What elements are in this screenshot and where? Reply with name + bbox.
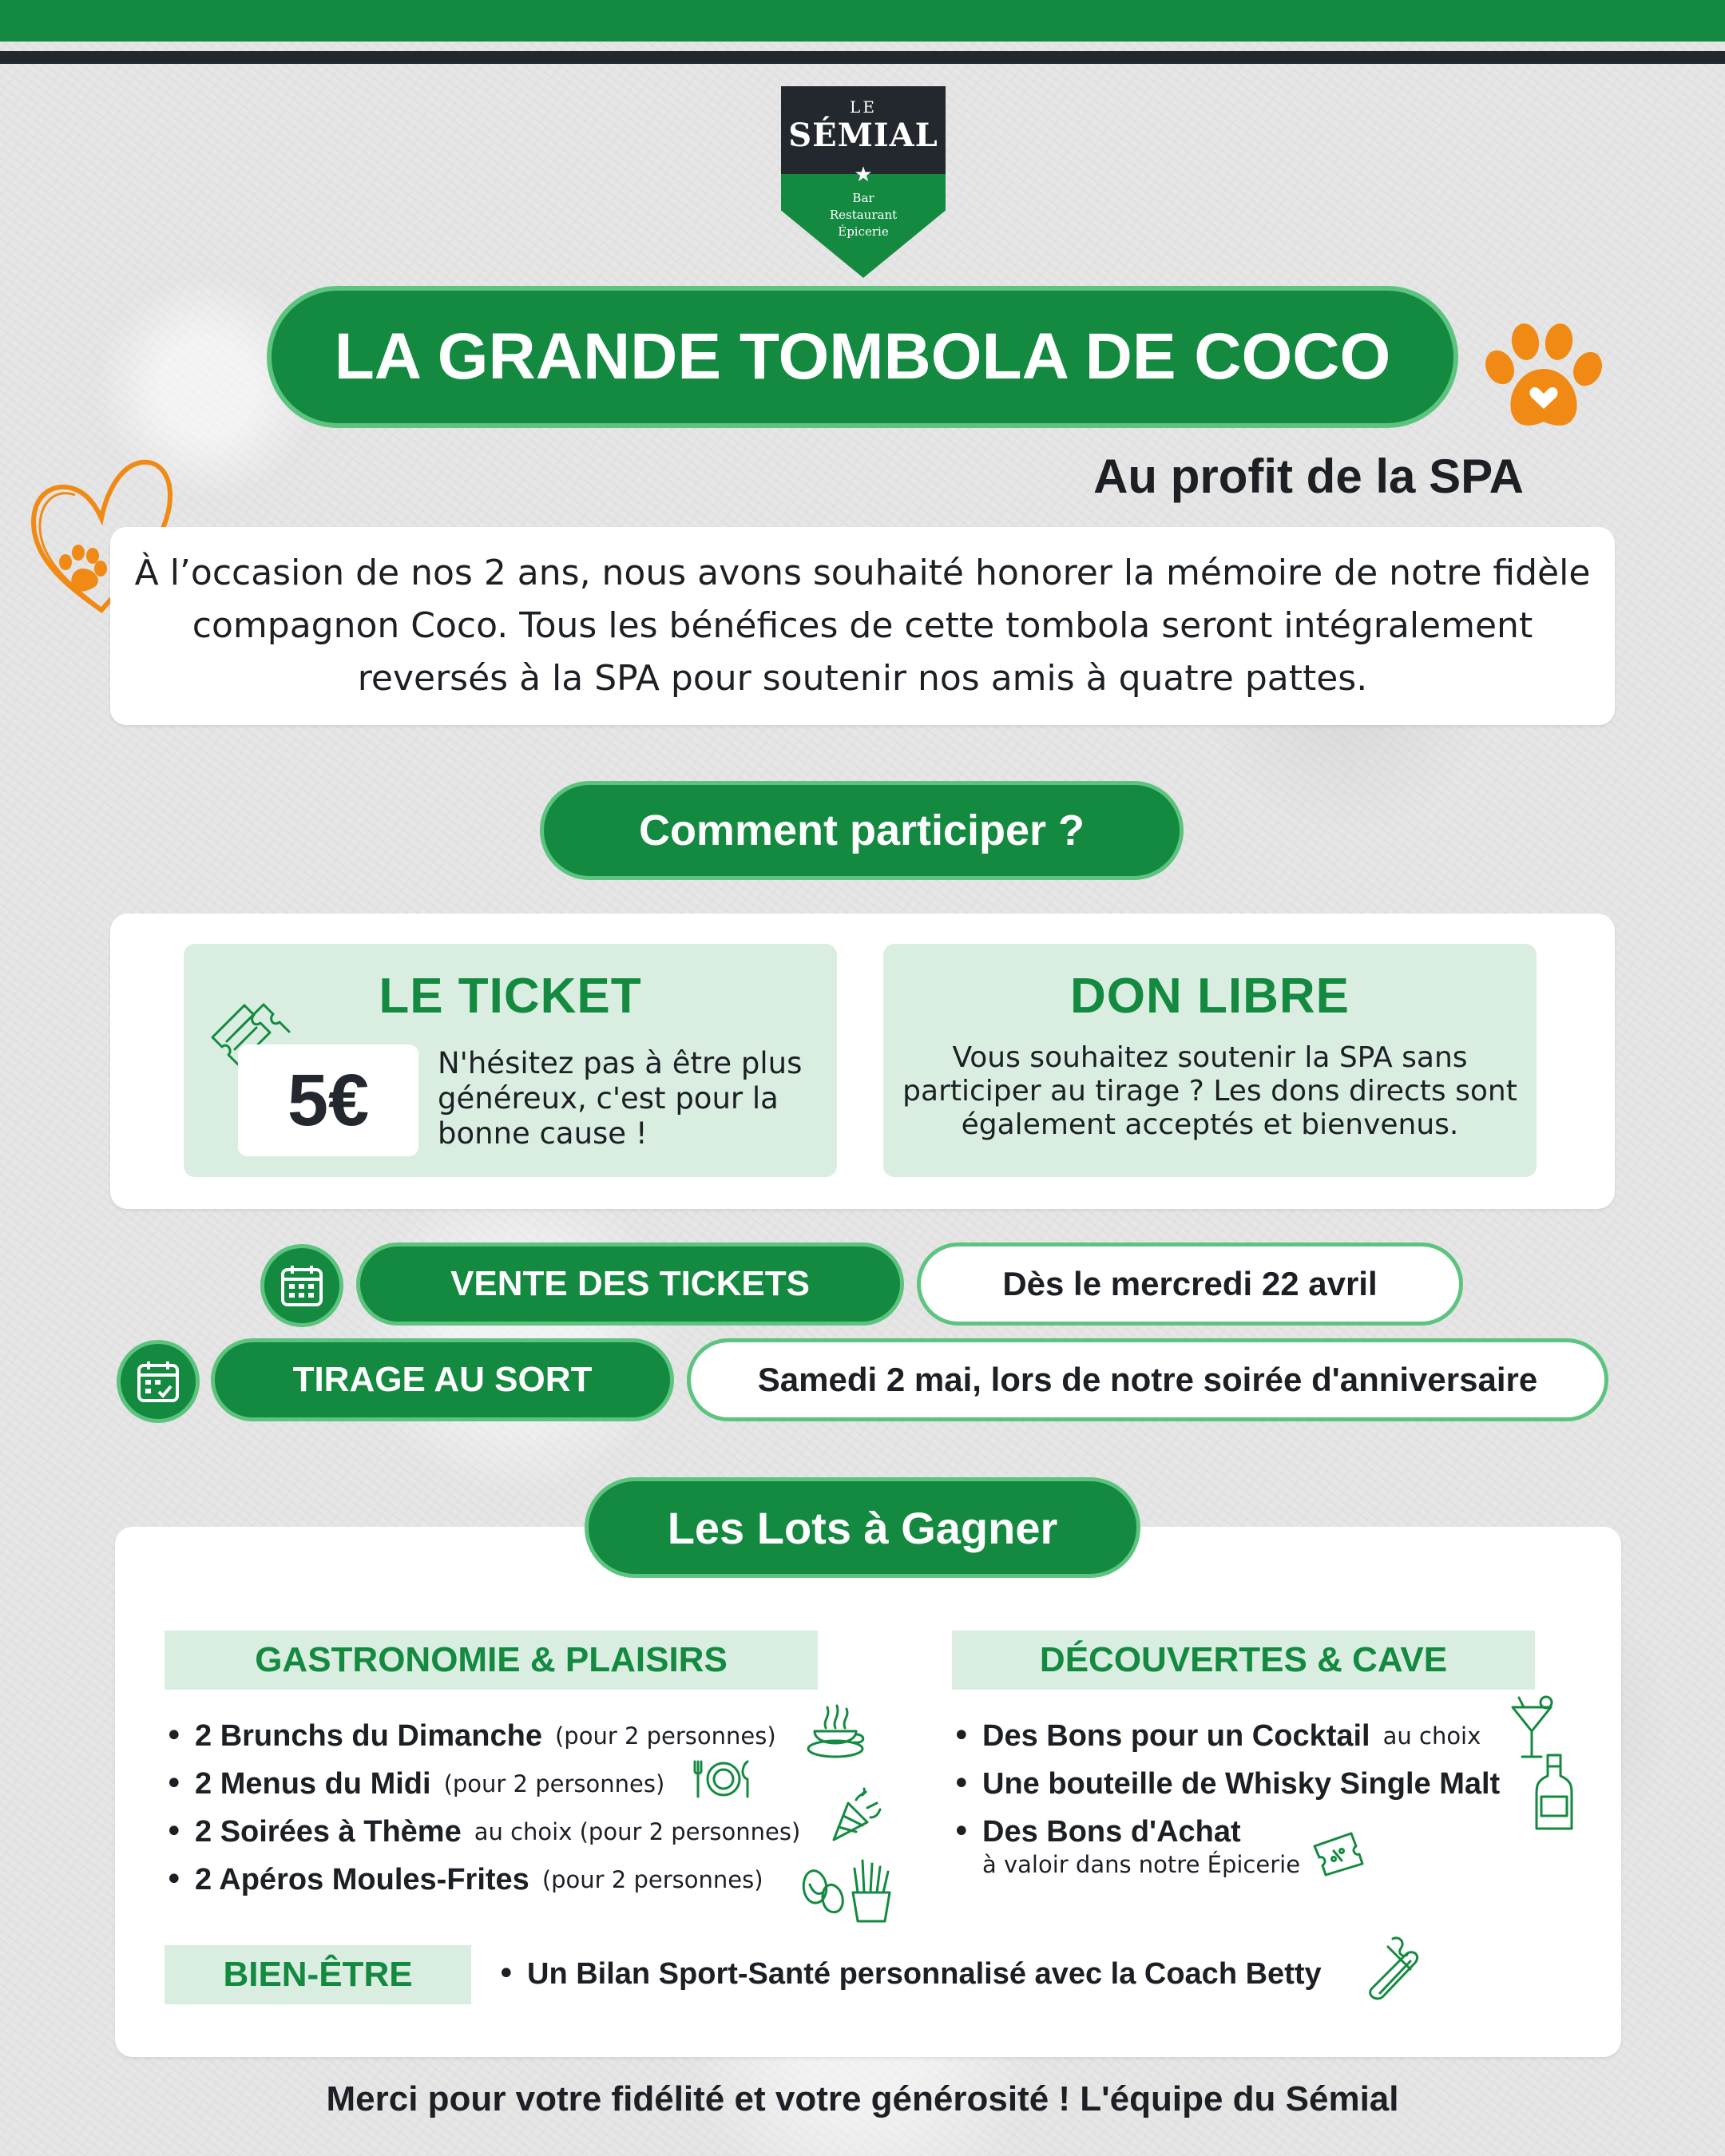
donation-card — [883, 944, 1537, 1177]
coffee-icon — [803, 1699, 870, 1763]
ticket-price: 5€ — [238, 1044, 418, 1156]
list-item — [195, 1808, 800, 1856]
title-banner — [267, 286, 1458, 428]
voucher-icon — [1310, 1829, 1366, 1878]
how-to-participate-heading: Comment participer ? — [540, 781, 1184, 880]
list-item — [982, 1760, 1500, 1808]
wellbeing-list — [527, 1950, 1322, 1998]
whisky-bottle-icon — [1532, 1752, 1576, 1835]
prize-note: (pour 2 personnes) — [541, 1866, 763, 1893]
mussels-fries-icon — [797, 1854, 901, 1926]
prize-name: • 2 Apéros Moules-Frites — [195, 1862, 529, 1896]
plate-cutlery-icon — [692, 1757, 754, 1801]
prize-name: • 2 Menus du Midi — [195, 1766, 431, 1801]
top-dark-stripe — [0, 51, 1725, 64]
intro-text: À l’occasion de nos 2 ans, nous avons souhaité honorer la mémoire de notre fidèle compagnon Coco. Tous les bénéfices de cette tombola seront intégralement reversés à la SPA pour soutenir nos amis à quatre pattes. — [134, 553, 1591, 699]
category-discoveries: DÉCOUVERTES & CAVE — [952, 1631, 1535, 1690]
party-popper-icon — [827, 1785, 883, 1845]
calendar-icon — [260, 1244, 343, 1327]
category-gastronomy: GASTRONOMIE & PLAISIRS — [165, 1631, 818, 1690]
list-item — [527, 1950, 1322, 1998]
draw-label: TIRAGE AU SORT — [211, 1338, 674, 1421]
prize-note: (pour 2 personnes) — [554, 1722, 776, 1750]
list-item — [982, 1712, 1500, 1760]
prize-name: • 2 Soirées à Thème — [195, 1814, 462, 1849]
donation-title: DON LIBRE — [1070, 969, 1350, 1024]
paw-icon — [1476, 319, 1612, 439]
voucher-note: à valoir dans notre Épicerie — [982, 1851, 1301, 1878]
list-item — [195, 1856, 800, 1904]
prize-note: (pour 2 personnes) — [443, 1770, 665, 1797]
logo-name: SÉMIAL — [788, 117, 938, 154]
list-item — [982, 1808, 1500, 1856]
ticket-sale-date: Dès le mercredi 22 avril — [917, 1242, 1463, 1326]
draw-date: Samedi 2 mai, lors de notre soirée d'anniversaire — [687, 1338, 1608, 1421]
logo-bar: Bar — [852, 191, 874, 205]
yoga-mat-icon — [1361, 1932, 1434, 2006]
prize-name: • Une bouteille de Whisky Single Malt — [982, 1766, 1501, 1801]
discoveries-list — [982, 1712, 1500, 1856]
semial-logo — [781, 86, 946, 278]
logo-epicerie: Épicerie — [838, 224, 889, 239]
ticket-sale-label: VENTE DES TICKETS — [356, 1242, 904, 1326]
prizes-heading: Les Lots à Gagner — [585, 1477, 1140, 1578]
prize-name: • 2 Brunchs du Dimanche — [195, 1718, 542, 1753]
page-title: LA GRANDE TOMBOLA DE COCO — [334, 320, 1391, 393]
ticket-card — [184, 944, 837, 1177]
logo-star: ★ — [854, 163, 873, 187]
subtitle: Au profit de la SPA — [1093, 450, 1524, 503]
footer-thanks: Merci pour votre fidélité et votre générosité ! L'équipe du Sémial — [326, 2079, 1399, 2118]
category-wellbeing: BIEN-ÊTRE — [165, 1945, 471, 2004]
ticket-title: LE TICKET — [379, 969, 642, 1024]
intro-box — [110, 527, 1615, 725]
logo-le: LE — [850, 97, 877, 117]
logo-restaurant: Restaurant — [829, 208, 898, 222]
prize-note: au choix (pour 2 personnes) — [474, 1818, 801, 1845]
gastronomy-list — [195, 1712, 800, 1904]
prize-note: au choix — [1382, 1722, 1481, 1750]
donation-description: Vous souhaitez soutenir la SPA sans participer au tirage ? Les dons directs sont également acceptés et bienvenus. — [902, 1041, 1517, 1141]
top-green-stripe — [0, 0, 1725, 42]
calendar-check-icon — [117, 1340, 200, 1423]
participate-box — [110, 914, 1615, 1209]
ticket-description: N'hésitez pas à être plus généreux, c'est pour la bonne cause ! — [438, 1046, 803, 1151]
list-item — [195, 1712, 800, 1760]
prize-name: • Des Bons d'Achat — [982, 1814, 1241, 1849]
prize-name: • Des Bons pour un Cocktail — [982, 1718, 1370, 1753]
prize-name: • Un Bilan Sport-Santé personnalisé avec la Coach Betty — [527, 1956, 1322, 1991]
